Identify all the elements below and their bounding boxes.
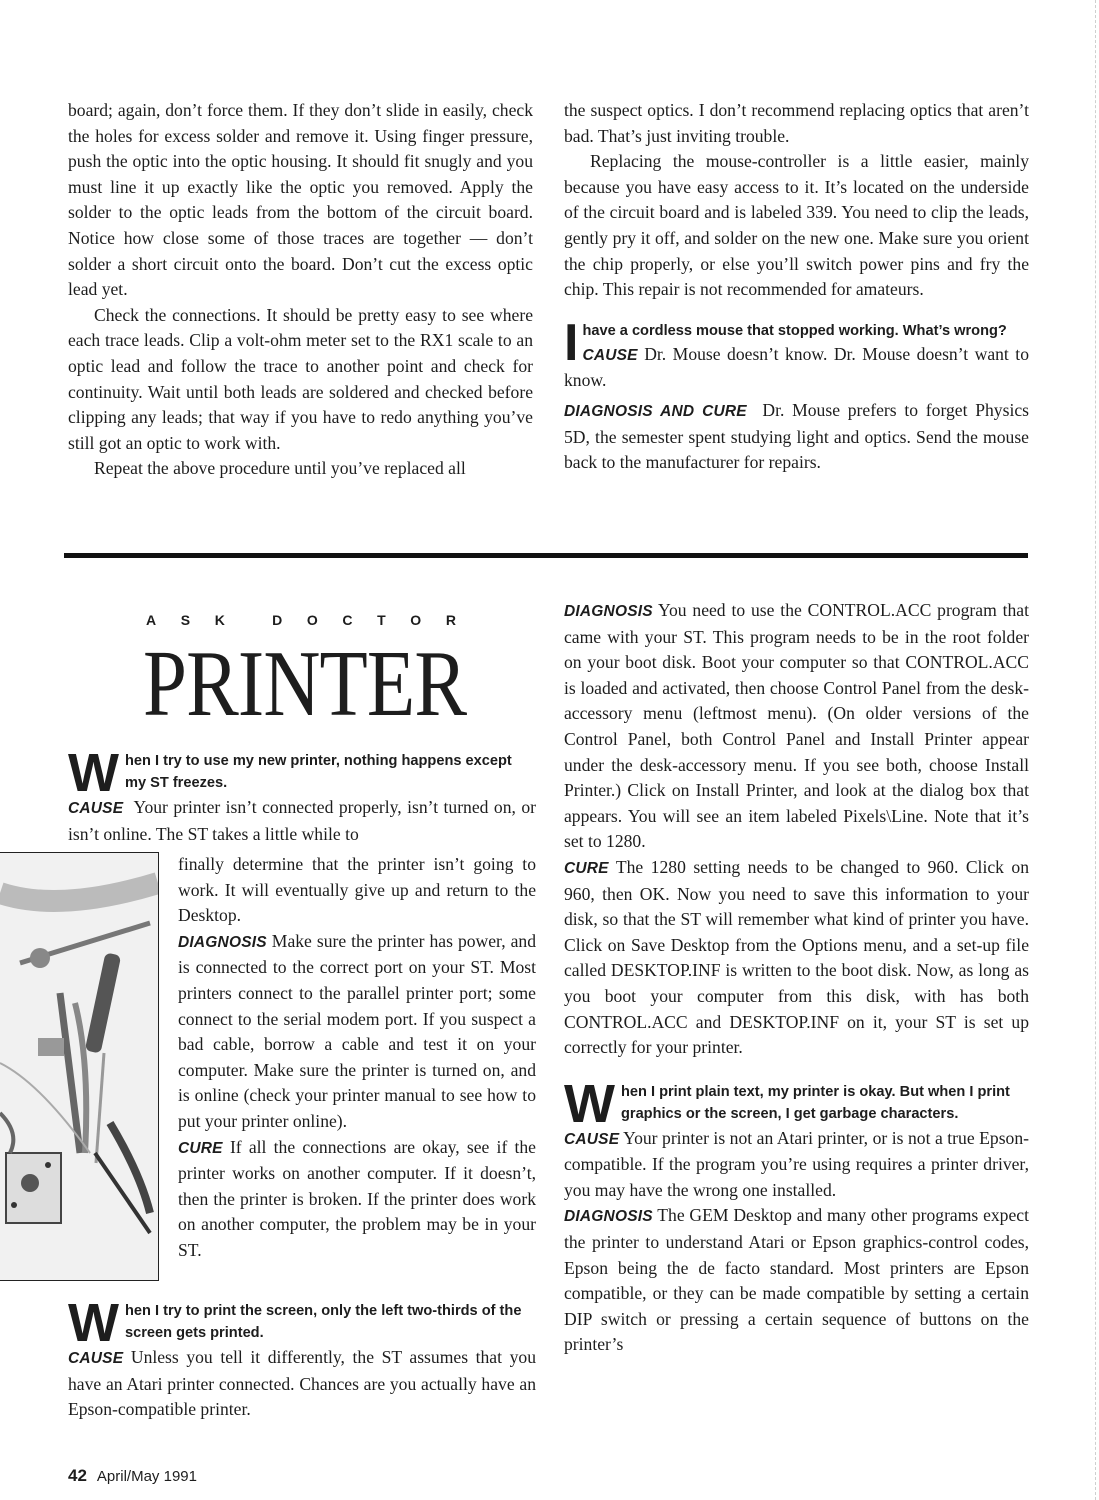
q3-block (564, 1073, 1029, 1358)
cause-label: CAUSE (68, 800, 124, 817)
ask-doctor-kicker (146, 612, 458, 628)
kicker-letter: D (272, 612, 285, 628)
section-title: PRINTER (143, 632, 467, 736)
diagnosis-cure-label: DIAGNOSIS AND CURE (564, 402, 747, 420)
cure-label: CURE (178, 1139, 223, 1157)
issue-date: April/May 1991 (96, 1468, 197, 1485)
cause-label: CAUSE (564, 1130, 620, 1148)
kicker-letter: R (445, 612, 458, 628)
diagnosis-cure-text: Dr. Mouse prefers to forget Physics 5D, the semester spent studying light and optics. Send the mouse back to the manufacturer for repairs. (564, 399, 1029, 473)
paragraph: the suspect optics. I don’t recommend replacing optics that aren’t bad. That’s just inviting trouble. (564, 100, 1029, 146)
tools-illustration (0, 853, 158, 1280)
right-lower-column (564, 598, 1029, 1358)
cause-text: Dr. Mouse doesn’t know. Dr. Mouse doesn’t want to know. (564, 343, 1029, 391)
kicker-letter: S (180, 612, 193, 628)
section-divider (64, 553, 1028, 558)
kicker-letter: O (306, 612, 320, 628)
drop-cap: I (564, 313, 579, 372)
cure-text: If all the connections are okay, see if the printer works on another computer. If it doesn’t, then the printer is broken. If the printer does work on another computer, the problem may be in your ST. (178, 1136, 536, 1260)
drop-cap: W (564, 1073, 615, 1134)
page-number: 42 (68, 1466, 87, 1485)
question-text: hen I try to print the screen, only the left two-thirds of the screen gets printed. (124, 1303, 522, 1341)
q1-block (68, 743, 536, 847)
kicker-letter: T (377, 612, 388, 628)
cause-text: Unless you tell it differently, the ST assumes that you have an Atari printer connected. Chances are you actually have an Epson-compatible printer. (68, 1347, 536, 1420)
diagnosis-text: The GEM Desktop and many other programs expect the printer to understand Atari or Epson graphics-control codes, Epson being the de facto standard. Most printers are Epson compatible, or they can be made compatible by setting a certain DIP switch or pressing a certain sequence of buttons on the printer’s (564, 1205, 1029, 1355)
diagnosis-label: DIAGNOSIS (178, 933, 267, 951)
drop-cap: W (68, 743, 119, 803)
page-footer (68, 1466, 197, 1486)
cause-text: Your printer is not an Atari printer, or is not a true Epson-compatible. If the program you’re using requires a printer driver, you may have the wrong one installed. (564, 1127, 1029, 1200)
top-left-column (68, 98, 533, 482)
drop-cap: W (68, 1293, 119, 1353)
question-text: hen I try to use my new printer, nothing happens except my ST freezes. (124, 753, 512, 791)
paragraph: Repeat the above procedure until you’ve replaced all (94, 458, 466, 479)
tools-photo (0, 852, 159, 1281)
kicker-letter: A (146, 612, 159, 628)
diagnosis-label: DIAGNOSIS (564, 603, 653, 620)
paragraph: Check the connections. It should be pretty easy to see where each trace leads. Clip a volt-ohm meter set to the RX1 scale to an optic lead and follow the trace to another point and check for continuity. Wait until both leads are soldered and checked before clipping any leads; that way if you have to redo anything you’ve still got an optic to work with. (68, 304, 533, 453)
cause-label: CAUSE (68, 1350, 124, 1367)
kicker-letter: O (410, 612, 424, 628)
paragraph: Replacing the mouse-controller is a little easier, mainly because you have easy access to it. It’s located on the underside of the circuit board and is labeled 339. You need to clip the leads, gently pry it off, and solder on the new one. Make sure you orient the chip properly, or else you’ll switch power pins and fry the chip. This repair is not recommended for amateurs. (564, 151, 1029, 300)
mouse-question-block (564, 313, 1029, 476)
paragraph: board; again, don’t force them. If they don’t slide in easily, check the holes for excess solder and remove it. Using finger pressure, push the optic into the optic housing. It should fit snugly and you must line it up exactly like the optic you removed. Apply the solder to the optic leads from the bottom of the circuit board. Notice how close some of those traces are together — don’t solder a short circuit onto the board. Don’t cut the excess optic lead yet. (68, 100, 533, 300)
diagnosis-text: Make sure the printer has power, and is connected to the correct port on your ST. Most printers connect to the parallel printer port; some connect to the serial modem port. If you suspect a bad cable, borrow a cable and test it on your computer. Make sure the printer is turned on, and is online (check your printer manual to see how to put your printer online). (178, 930, 536, 1131)
top-right-column (564, 98, 1029, 476)
q1-continued (178, 852, 536, 1264)
cure-text: The 1280 setting needs to be changed to 960. Click on 960, then OK. Now you need to save this information to your disk, so that the ST will remember what kind of printer you have. Click on Save Desktop from the Options menu, and a set-up file called DESKTOP.INF is written to the boot disk. Now, as long as you boot your computer from this disk, with has both CONTROL.ACC and DESKTOP.INF on it, your ST is set up correctly for your printer. (564, 856, 1029, 1058)
diagnosis-label: DIAGNOSIS (564, 1208, 653, 1226)
page-edge (1093, 0, 1096, 1500)
kicker-letter: K (214, 612, 227, 628)
cause-text-continued: finally determine that the printer isn’t going to work. It will eventually give up and return to the Desktop. (178, 854, 536, 926)
question-text: hen I print plain text, my printer is okay. But when I print graphics or the screen, I get garbage characters. (620, 1083, 1010, 1122)
q2-block (68, 1293, 536, 1423)
cure-label: CURE (564, 859, 609, 877)
kicker-letter: C (342, 612, 355, 628)
diagnosis-text: You need to use the CONTROL.ACC program that came with your ST. This program needs to be in the root folder on your boot disk. Boot your computer so that CONTROL.ACC is loaded and activated, then choose Control Panel from the desk-accessory menu (leftmost menu). (On older versions of the Control Panel, both Control Panel and Install Printer appear under the desk-accessory menu. If you see both, choose Install Printer.) Click on Install Printer, and look at the dialog box that appears. You will see an item labeled Pixels\Line. Note that it’s set to 1280. (564, 600, 1029, 852)
cause-label: CAUSE (582, 346, 638, 364)
question-text: have a cordless mouse that stopped working. What’s wrong? (582, 322, 1007, 339)
cause-text: Your printer isn’t connected properly, isn’t turned on, or isn’t online. The ST takes a little while to (68, 797, 536, 844)
